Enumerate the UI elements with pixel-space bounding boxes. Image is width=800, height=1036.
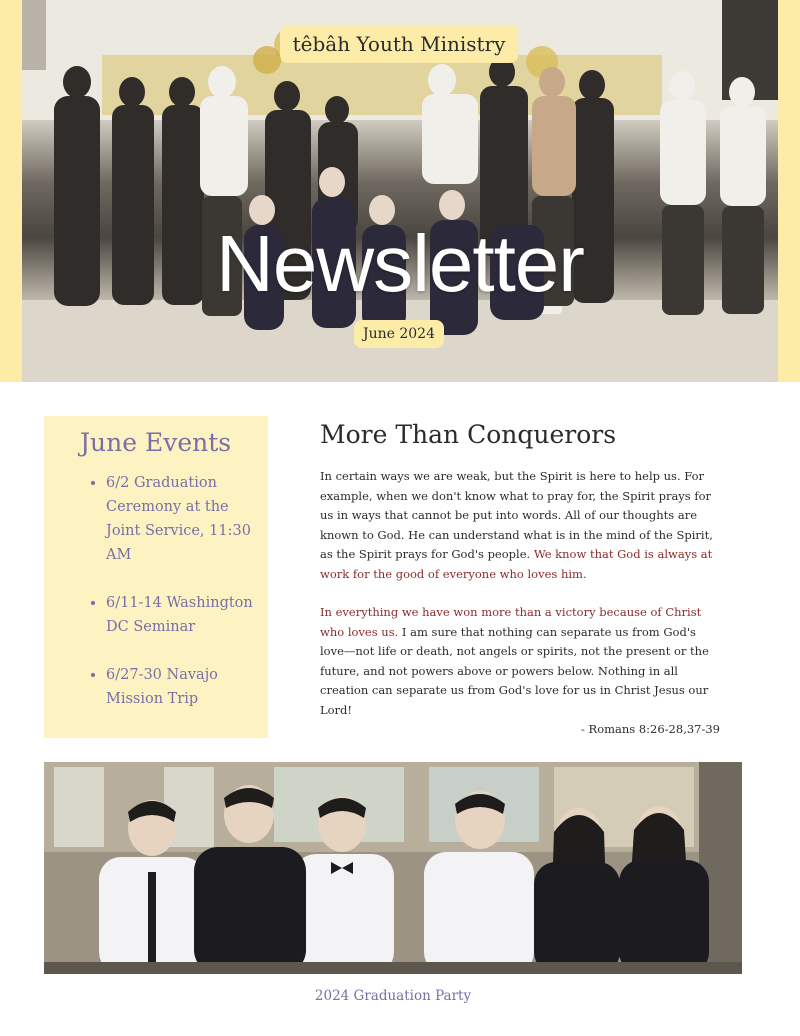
event-item-dc-seminar: • 6/11-14 Washington DC Seminar — [106, 591, 254, 639]
photo-caption: 2024 Graduation Party — [314, 988, 472, 1004]
paragraph-1-text: In certain ways we are weak, but the Spirit is here to help us. For example, when we don't know what to pray for, the Spirit prays for us in ways that cannot be put into words. All of our thoughts are known to God. He can understand what is in the mind of the Spirit, as the Spirit prays for God's people. — [320, 469, 713, 561]
article-title: More Than Conquerors — [320, 420, 617, 449]
hero-banner — [0, 0, 800, 382]
paragraph-2-highlight: In everything we have won more than a victory because of Christ who loves us. — [320, 605, 702, 639]
event-item-navajo-trip: • 6/27-30 Navajo Mission Trip — [106, 663, 254, 711]
event-item-graduation: • 6/2 Graduation Ceremony at the Joint Service, 11:30 AM — [106, 471, 254, 567]
ministry-name-badge: têbâh Youth Ministry — [280, 25, 518, 63]
newsletter-title: Newsletter — [216, 219, 584, 308]
graduation-party-photo — [44, 762, 742, 974]
paragraph-2-text: I am sure that nothing can separate us from God's love—not life or death, not angels or spirits, not the present or the future, and not powers above or powers below. Nothing in all creation can separate us from God's love for us in Christ Jesus our Lord! — [320, 624, 709, 717]
article-paragraph-1 — [320, 467, 720, 584]
events-list — [80, 471, 254, 711]
issue-date-badge: June 2024 — [354, 320, 444, 348]
events-heading: June Events — [80, 428, 232, 457]
article-paragraph-2 — [320, 603, 720, 720]
devotional-article — [320, 420, 720, 739]
paragraph-1-highlight: We know that God is always at work for the good of everyone who loves him. — [320, 547, 713, 581]
june-events-panel — [44, 416, 268, 738]
scripture-citation: - Romans 8:26-28,37-39 — [581, 722, 720, 736]
